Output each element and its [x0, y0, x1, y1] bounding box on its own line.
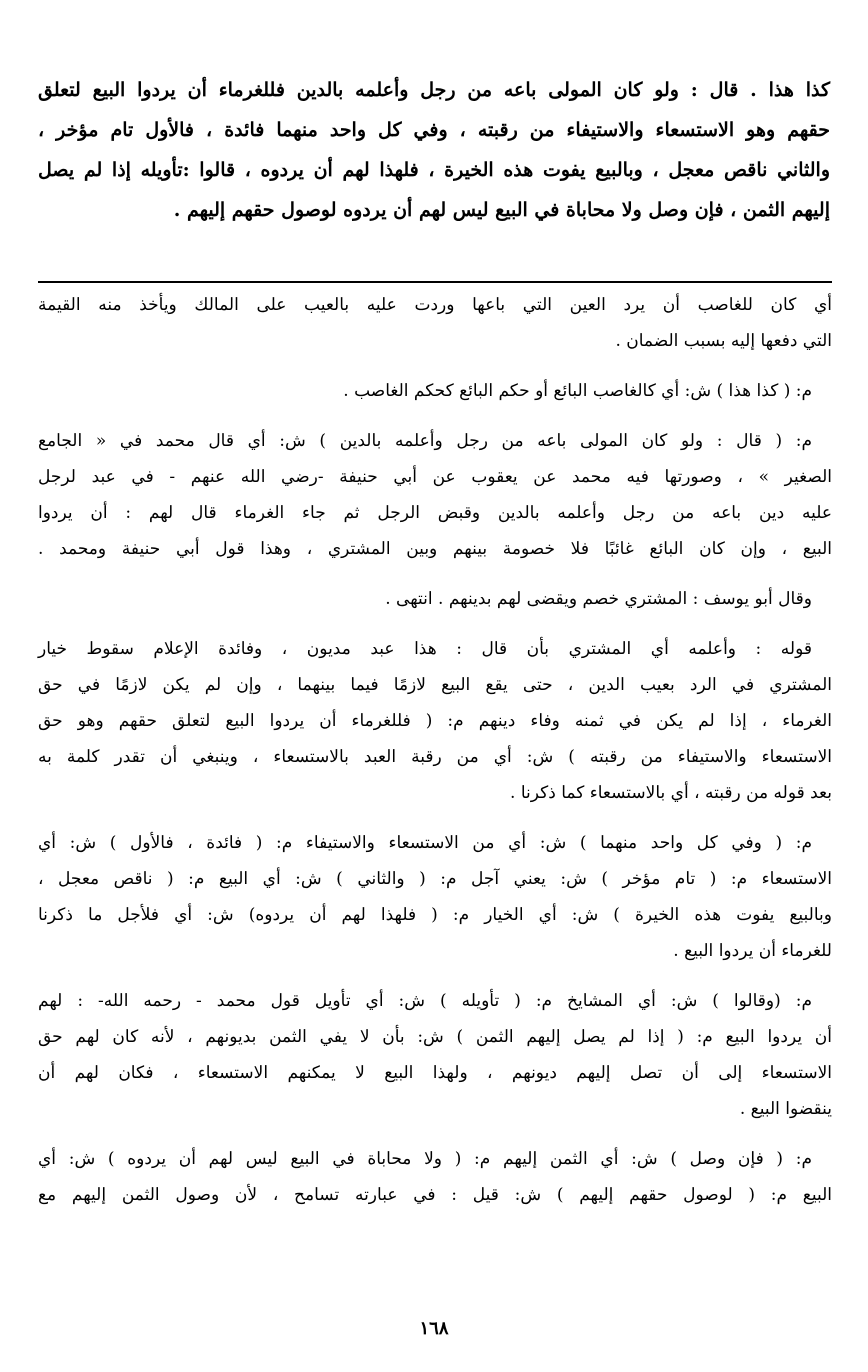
commentary-line: ينقضوا البيع . — [739, 1099, 832, 1119]
commentary-paragraph — [38, 825, 832, 969]
commentary-line: وبالبيع يفوت هذه الخيرة ) ش: أي الخيار م: ( فلهذا لهم أن يردوه) ش: أي فلأجل ما ذكرنا — [38, 905, 832, 925]
commentary-line: م: ( وفي كل واحد منهما ) ش: أي من الاستسعاء والاستيفاء م: ( فائدة ، فالأول ) ش: أي — [38, 833, 812, 853]
commentary-paragraph — [38, 373, 832, 409]
commentary-paragraph — [38, 581, 832, 617]
commentary-section — [38, 287, 832, 1227]
commentary-line: أي كان للغاصب أن يرد العين التي باعها وردت عليه بالعيب على المالك ويأخذ منه القيمة — [38, 295, 832, 315]
commentary-line: الاستسعاء إلى أن تصل إليهم ديونهم ، ولهذا البيع لا يمكنهم الاستسعاء ، فكان لهم أن — [38, 1063, 832, 1083]
commentary-line: وقال أبو يوسف : المشتري خصم ويقضى لهم بدينهم . انتهى . — [385, 589, 812, 609]
main-text-line: إليهم الثمن ، فإن وصل ولا محاباة في البيع ليس لهم أن يردوه لوصول حقهم إليهم . — [173, 199, 830, 221]
commentary-line: الغرماء ، إذا لم يكن في ثمنه وفاء دينهم م: ( فللغرماء أن يردوا البيع لتعلق حقهم وهو حق — [38, 711, 832, 731]
commentary-line: عليه دين باعه من رجل وأعلمه بالدين وقبض الرجل ثم جاء الغرماء قال لهم : أن يردوا — [38, 503, 832, 523]
main-text — [38, 70, 830, 230]
commentary-line: م: ( فإن وصل ) ش: أي الثمن إليهم م: ( ولا محاباة في البيع ليس لهم أن يردوه ) ش: أي — [38, 1149, 812, 1169]
main-text-line: كذا هذا . قال : ولو كان المولى باعه من رجل وأعلمه بالدين فللغرماء أن يردوا البيع لتعلق — [38, 79, 830, 101]
commentary-paragraph — [38, 631, 832, 811]
commentary-line: للغرماء أن يردوا البيع . — [673, 941, 832, 961]
commentary-line: م: ( كذا هذا ) ش: أي كالغاصب البائع أو حكم البائع كحكم الغاصب . — [343, 381, 812, 401]
commentary-paragraph — [38, 983, 832, 1127]
commentary-line: البيع م: ( لوصول حقهم إليهم ) ش: قيل : في عبارته تسامح ، لأن وصول الثمن إليهم مع — [38, 1185, 832, 1205]
commentary-line: البيع ، وإن كان البائع غائبًا فلا خصومة بينهم وبين المشتري ، وهذا قول أبي حنيفة ومحمد . — [38, 539, 832, 559]
commentary-line: الاستسعاء م: ( تام مؤخر ) ش: يعني آجل م: ( والثاني ) ش: أي البيع م: ( ناقص معجل ، — [38, 869, 832, 889]
commentary-line: بعد قوله من رقبته ، أي بالاستسعاء كما ذكرنا . — [510, 783, 832, 803]
commentary-line: م: ( قال : ولو كان المولى باعه من رجل وأعلمه بالدين ) ش: أي قال محمد في « الجامع — [38, 431, 812, 451]
commentary-line: م: (وقالوا ) ش: أي المشايخ م: ( تأويله ) ش: أي تأويل قول محمد - رحمه الله- : لهم — [38, 991, 812, 1011]
commentary-paragraph — [38, 1141, 832, 1213]
main-text-line: حقهم وهو الاستسعاء والاستيفاء من رقبته ، وفي كل واحد منهما فائدة ، فالأول تام مؤخر ، — [38, 119, 830, 141]
commentary-line: التي دفعها إليه بسبب الضمان . — [615, 331, 832, 351]
commentary-line: قوله : وأعلمه أي المشتري بأن قال : هذا عبد مديون ، وفائدة الإعلام سقوط خيار — [38, 639, 812, 659]
commentary-line: أن يردوا البيع م: ( إذا لم يصل إليهم الثمن ) ش: بأن لا يفي الثمن بديونهم ، لأنه كان لهم حق — [38, 1027, 832, 1047]
page-number: ١٦٨ — [419, 1318, 449, 1339]
commentary-line: الاستسعاء والاستيفاء من رقبته ) ش: أي من رقبة العبد بالاستسعاء ، وينبغي أن تقدر كلمة به — [38, 747, 832, 767]
commentary-paragraph — [38, 423, 832, 567]
separator-rule — [38, 281, 832, 283]
commentary-line: المشتري في الرد بعيب الدين ، حتى يقع البيع لازمًا فيما بينهما ، وإن لم يكن لازمًا في حق — [38, 675, 832, 695]
commentary-paragraph — [38, 287, 832, 359]
main-text-line: والثاني ناقص معجل ، وبالبيع يفوت هذه الخيرة ، فلهذا لهم أن يردوه ، قالوا :تأويله إذا لم يصل — [38, 159, 830, 181]
commentary-line: الصغير » ، وصورتها فيه محمد عن يعقوب عن أبي حنيفة -رضي الله عنهم - في عبد لرجل — [38, 467, 832, 487]
